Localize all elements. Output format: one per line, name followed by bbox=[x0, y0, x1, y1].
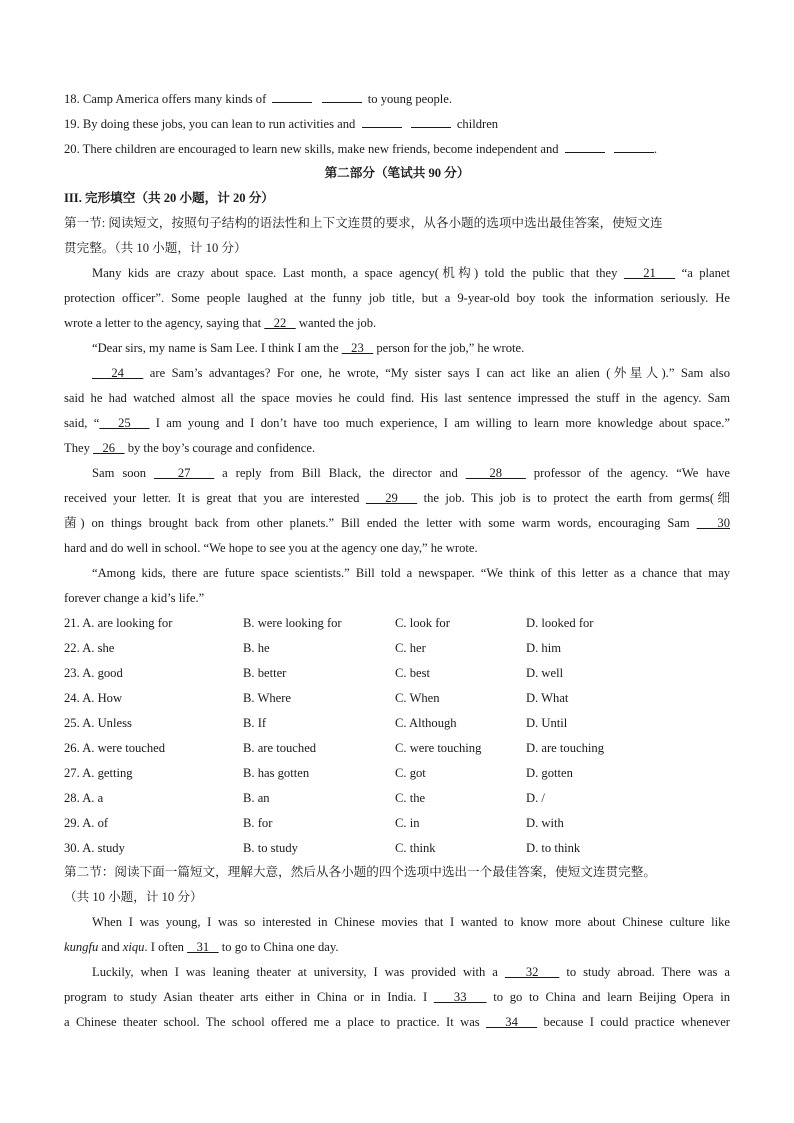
passage1-line: 24 are Sam’s advantages? For one, he wrote, “My sister says I can act like an alien (外星人).” Sam also bbox=[92, 366, 730, 380]
section2-instruction-cont: （共 10 小题，计 10 分） bbox=[64, 890, 203, 904]
passage1-line: They 26 by the boy’s courage and confidence. bbox=[64, 441, 316, 455]
section1-instruction-cont: 贯完整。（共 10 小题，计 10 分） bbox=[64, 241, 247, 255]
option-b[interactable]: B. for bbox=[243, 816, 273, 830]
option-b[interactable]: B. has gotten bbox=[243, 766, 310, 780]
passage2-line: a Chinese theater school. The school offered me a place to practice. It was 34 because I could practice whenever bbox=[64, 1015, 730, 1029]
blank-31[interactable]: 31 bbox=[187, 940, 219, 954]
answer-blank[interactable] bbox=[565, 138, 605, 153]
option-a[interactable]: 26. A. were touched bbox=[64, 741, 166, 755]
option-d[interactable]: D. / bbox=[526, 791, 545, 805]
option-a[interactable]: 30. A. study bbox=[64, 841, 125, 855]
option-c[interactable]: C. the bbox=[395, 791, 426, 805]
section1-instruction: 第一节: 阅读短文，按照句子结构的语法性和上下文连贯的要求，从各小题的选项中选出最佳答案，使短文连 bbox=[64, 216, 663, 230]
passage2-line: program to study Asian theater arts either in China or in India. I 33 to go to China and learn Beijing Opera in bbox=[64, 990, 730, 1004]
option-a[interactable]: 23. A. good bbox=[64, 666, 123, 680]
passage1-line: 菌) on things brought back from other planets.” Bill ended the letter with some warm words, encouraging Sam 30 bbox=[64, 516, 730, 530]
option-d[interactable]: D. him bbox=[526, 641, 561, 655]
blank-21[interactable]: 21 bbox=[623, 266, 676, 280]
passage1-line: protection officer”. Some people laughed at the funny job title, but a 9-year-old boy took the information seriously. He bbox=[64, 291, 730, 305]
section2-instruction: 第二节：阅读下面一篇短文，理解大意，然后从各小题的四个选项中选出一个最佳答案，使短文连贯完整。 bbox=[64, 865, 656, 879]
option-b[interactable]: B. were looking for bbox=[243, 616, 342, 630]
option-b[interactable]: B. better bbox=[243, 666, 287, 680]
passage1-line: forever change a kid’s life.” bbox=[64, 591, 205, 605]
option-b[interactable]: B. to study bbox=[243, 841, 298, 855]
option-b[interactable]: B. are touched bbox=[243, 741, 317, 755]
passage1-line: said he had watched almost all the space movies he could find. His last sentence impressed the stuff in the agency. Sam bbox=[64, 391, 730, 405]
passage2-line: Luckily, when I was leaning theater at university, I was provided with a 32 to study abroad. There was a bbox=[92, 965, 731, 979]
passage1-line: “Dear sirs, my name is Sam Lee. I think I am the 23 person for the job,” he wrote. bbox=[92, 341, 525, 355]
option-c[interactable]: C. best bbox=[395, 666, 430, 680]
question-20: 20. There children are encouraged to learn new skills, make new friends, become independent and . bbox=[64, 137, 730, 162]
passage1-line: received your letter. It is great that you are interested 29 the job. This job is to protect the earth from germs(细 bbox=[64, 491, 730, 505]
blank-26[interactable]: 26 bbox=[93, 441, 125, 455]
passage1-line: said, “ 25 I am young and I don’t have too much experience, I am willing to learn more knowledge about space.” bbox=[64, 416, 731, 430]
option-c[interactable]: C. her bbox=[395, 641, 426, 655]
answer-blank[interactable] bbox=[362, 113, 402, 128]
passage2-line: When I was young, I was so interested in Chinese movies that I wanted to know more about Chinese culture like bbox=[92, 915, 730, 929]
answer-blank[interactable] bbox=[411, 113, 451, 128]
option-d[interactable]: D. with bbox=[526, 816, 564, 830]
option-c[interactable]: C. think bbox=[395, 841, 436, 855]
option-d[interactable]: D. well bbox=[526, 666, 564, 680]
answer-blank[interactable] bbox=[322, 88, 362, 103]
option-c[interactable]: C. When bbox=[395, 691, 440, 705]
passage1-line: Sam soon 27 a reply from Bill Black, the director and 28 professor of the agency. “We have bbox=[92, 466, 730, 480]
answer-blank[interactable] bbox=[272, 88, 312, 103]
option-a[interactable]: 22. A. she bbox=[64, 641, 115, 655]
passage1-line: “Among kids, there are future space scientists.” Bill told a newspaper. “We think of this letter as a chance that may bbox=[92, 566, 730, 580]
option-d[interactable]: D. gotten bbox=[526, 766, 573, 780]
option-d[interactable]: D. looked for bbox=[526, 616, 594, 630]
blank-27[interactable]: 27 bbox=[154, 466, 215, 480]
option-d[interactable]: D. to think bbox=[526, 841, 581, 855]
option-a[interactable]: 27. A. getting bbox=[64, 766, 133, 780]
blank-22[interactable]: 22 bbox=[264, 316, 296, 330]
option-c[interactable]: C. Although bbox=[395, 716, 457, 730]
option-d[interactable]: D. are touching bbox=[526, 741, 604, 755]
option-d[interactable]: D. What bbox=[526, 691, 569, 705]
section3-title: III. 完形填空（共 20 小题，计 20 分） bbox=[64, 191, 274, 205]
option-a[interactable]: 24. A. How bbox=[64, 691, 123, 705]
blank-34[interactable]: 34 bbox=[486, 1015, 538, 1029]
answer-blank[interactable] bbox=[614, 138, 654, 153]
blank-29[interactable]: 29 bbox=[365, 491, 418, 505]
passage1-line: hard and do well in school. “We hope to see you at the agency one day,” he wrote. bbox=[64, 541, 478, 555]
passage1-line: Many kids are crazy about space. Last month, a space agency(机构) told the public that they 21 “a planet bbox=[92, 266, 731, 280]
option-a[interactable]: 29. A. of bbox=[64, 816, 109, 830]
blank-24[interactable]: 24 bbox=[92, 366, 144, 380]
option-a[interactable]: 28. A. a bbox=[64, 791, 104, 805]
passage2-line: kungfu and xiqu. I often 31 to go to China one day. bbox=[64, 940, 339, 954]
option-b[interactable]: B. Where bbox=[243, 691, 292, 705]
passage1-line: wrote a letter to the agency, saying that 22 wanted the job. bbox=[64, 316, 377, 330]
option-b[interactable]: B. If bbox=[243, 716, 267, 730]
question-18: 18. Camp America offers many kinds of to young people. bbox=[64, 87, 730, 112]
option-b[interactable]: B. he bbox=[243, 641, 270, 655]
blank-33[interactable]: 33 bbox=[433, 990, 487, 1004]
option-c[interactable]: C. look for bbox=[395, 616, 450, 630]
option-b[interactable]: B. an bbox=[243, 791, 270, 805]
option-c[interactable]: C. got bbox=[395, 766, 426, 780]
option-a[interactable]: 21. A. are looking for bbox=[64, 616, 173, 630]
blank-25[interactable]: 25 bbox=[99, 416, 150, 430]
option-c[interactable]: C. were touching bbox=[395, 741, 482, 755]
blank-32[interactable]: 32 bbox=[504, 965, 560, 979]
blank-28[interactable]: 28 bbox=[465, 466, 526, 480]
question-19: 19. By doing these jobs, you can lean to run activities and children bbox=[64, 112, 730, 137]
part2-title: 第二部分（笔试共 90 分） bbox=[324, 166, 470, 180]
option-a[interactable]: 25. A. Unless bbox=[64, 716, 132, 730]
option-c[interactable]: C. in bbox=[395, 816, 420, 830]
blank-30[interactable]: 30 bbox=[696, 516, 730, 530]
blank-23[interactable]: 23 bbox=[341, 341, 374, 355]
option-d[interactable]: D. Until bbox=[526, 716, 568, 730]
